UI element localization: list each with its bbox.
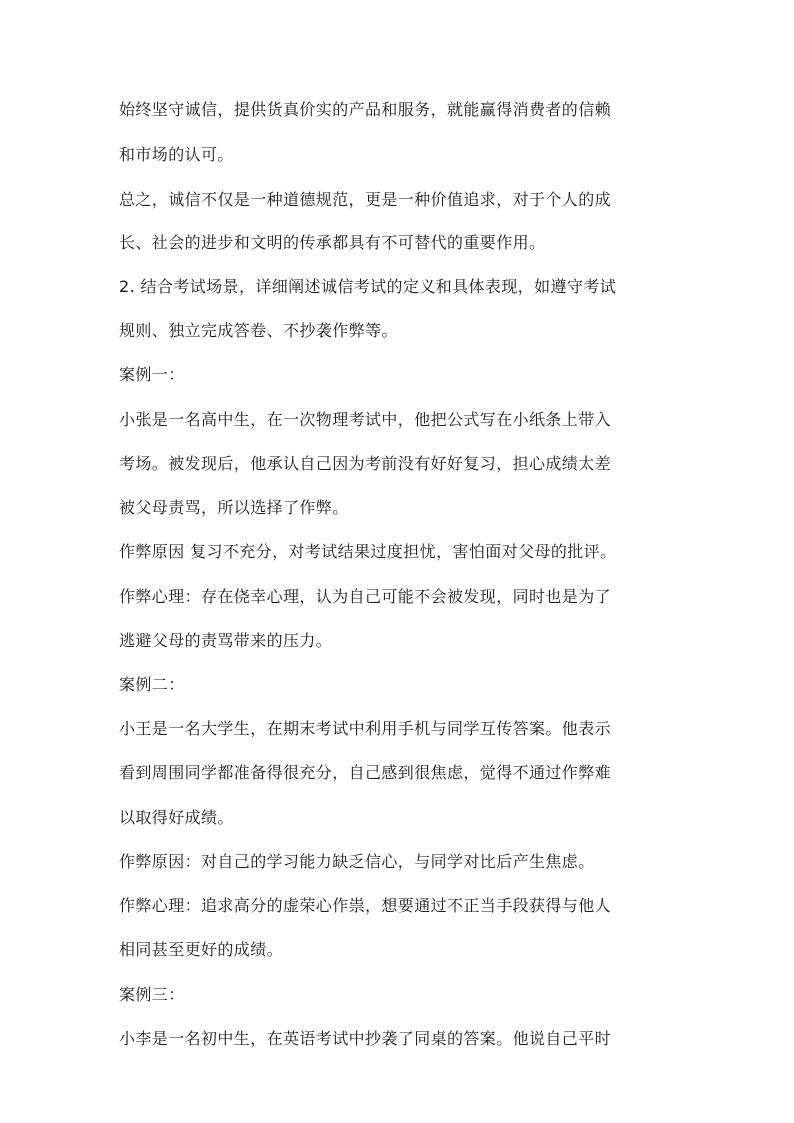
text-line: 规则、独立完成答卷、不抄袭作弊等。 xyxy=(119,321,398,340)
text-line: 总之，诚信不仅是一种道德规范，更是一种价值追求，对于个人的成 xyxy=(119,190,612,209)
text-line: 2. 结合考试场景，详细阐述诚信考试的定义和具体表现，如遵守考试 xyxy=(119,277,617,296)
text-line: 以取得好成绩。 xyxy=(119,808,234,827)
text-line: 作弊原因：对自己的学习能力缺乏信心，与同学对比后产生焦虑。 xyxy=(119,852,595,871)
text-line: 案例一： xyxy=(119,365,185,384)
text-line: 长、社会的进步和文明的传承都具有不可替代的重要作用。 xyxy=(119,233,546,252)
text-line: 逃避父母的责骂带来的压力。 xyxy=(119,631,333,650)
text-line: 考场。被发现后，他承认自己因为考前没有好好复习，担心成绩太差 xyxy=(119,454,612,473)
text-line: 小王是一名大学生，在期末考试中利用手机与同学互传答案。他表示 xyxy=(119,719,612,738)
text-line: 作弊心理：追求高分的虚荣心作祟，想要通过不正当手段获得与他人 xyxy=(119,896,612,915)
text-line: 被父母责骂，所以选择了作弊。 xyxy=(119,498,349,517)
text-line: 相同甚至更好的成绩。 xyxy=(119,940,284,959)
text-line: 案例二： xyxy=(119,675,185,694)
text-line: 小李是一名初中生，在英语考试中抄袭了同桌的答案。他说自己平时 xyxy=(119,1029,612,1048)
text-line: 作弊原因 复习不充分，对考试结果过度担忧，害怕面对父母的批评。 xyxy=(119,542,617,561)
text-line: 案例三： xyxy=(119,985,185,1004)
text-line: 看到周围同学都准备得很充分，自己感到很焦虑，觉得不通过作弊难 xyxy=(119,763,612,782)
text-line: 始终坚守诚信，提供货真价实的产品和服务，就能赢得消费者的信赖 xyxy=(119,100,612,119)
text-line: 和市场的认可。 xyxy=(119,145,234,164)
text-line: 作弊心理：存在侥幸心理，认为自己可能不会被发现，同时也是为了 xyxy=(119,587,612,606)
text-line: 小张是一名高中生，在一次物理考试中，他把公式写在小纸条上带入 xyxy=(119,410,612,429)
